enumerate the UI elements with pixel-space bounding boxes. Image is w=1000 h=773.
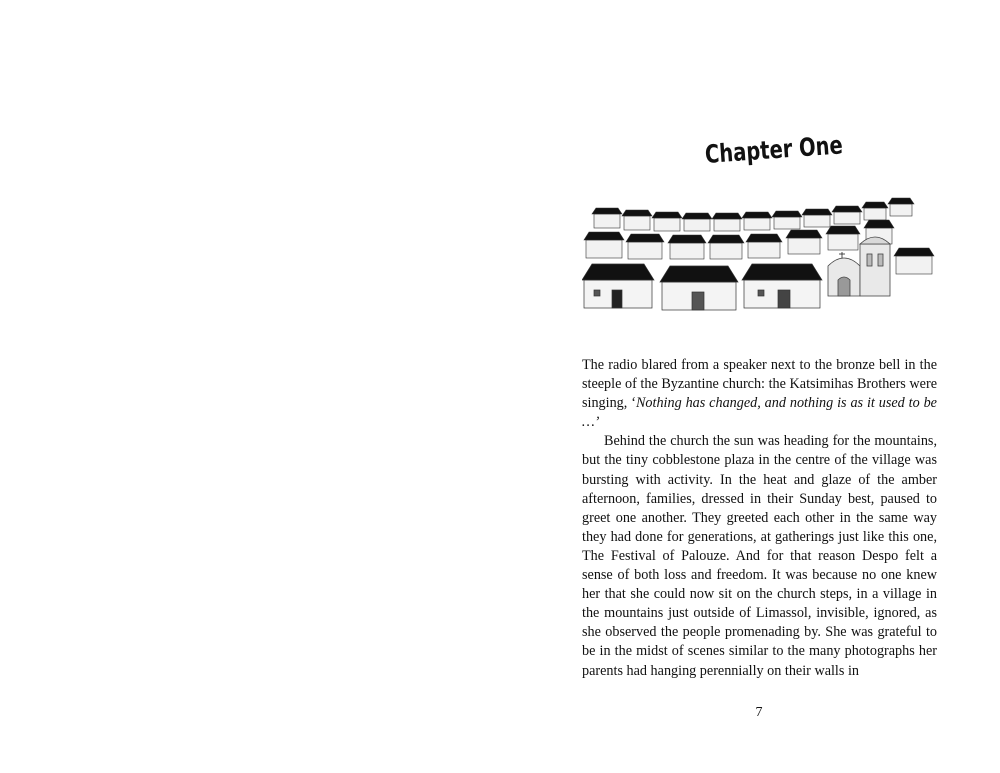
paragraph-2: Behind the church the sun was heading for the mountains, but the tiny cobblestone plaza in the centre of the village was bursting with activity. In the heat and glaze of the amber afternoon, families, dressed in their Sunday best, paused to greet one another. They greeted each other in the same way they had done for generations, at gatherings just like this one, The Festival of Palouze. And for that reason Despo felt a sense of both loss and freedom. It was because no one knew her that she could now sit on the church steps, in a village in the mountains just outside of Limassol, invisible, ignored, as she observed the people promenading by. She was grateful to be in the midst of scenes similar to the many photographs her parents had hanging perennially on their walls in [582,433,937,679]
right-page [500,0,1000,773]
paragraph-1 [582,356,937,432]
chapter-title: Chapter One [703,130,844,169]
page-number: 7 [755,705,763,720]
chapter-text [582,356,937,681]
front-row-houses [582,264,822,310]
paragraph-1-italic-lyric: Nothing has changed, and nothing is as it used to be …’ [582,395,937,431]
village-illustration [582,192,938,318]
paragraph-1-text: The radio blared from a speaker next to the bronze bell in the steeple of the Byzantine church: the Katsimihas Brothers were singing, ‘ [582,357,937,412]
